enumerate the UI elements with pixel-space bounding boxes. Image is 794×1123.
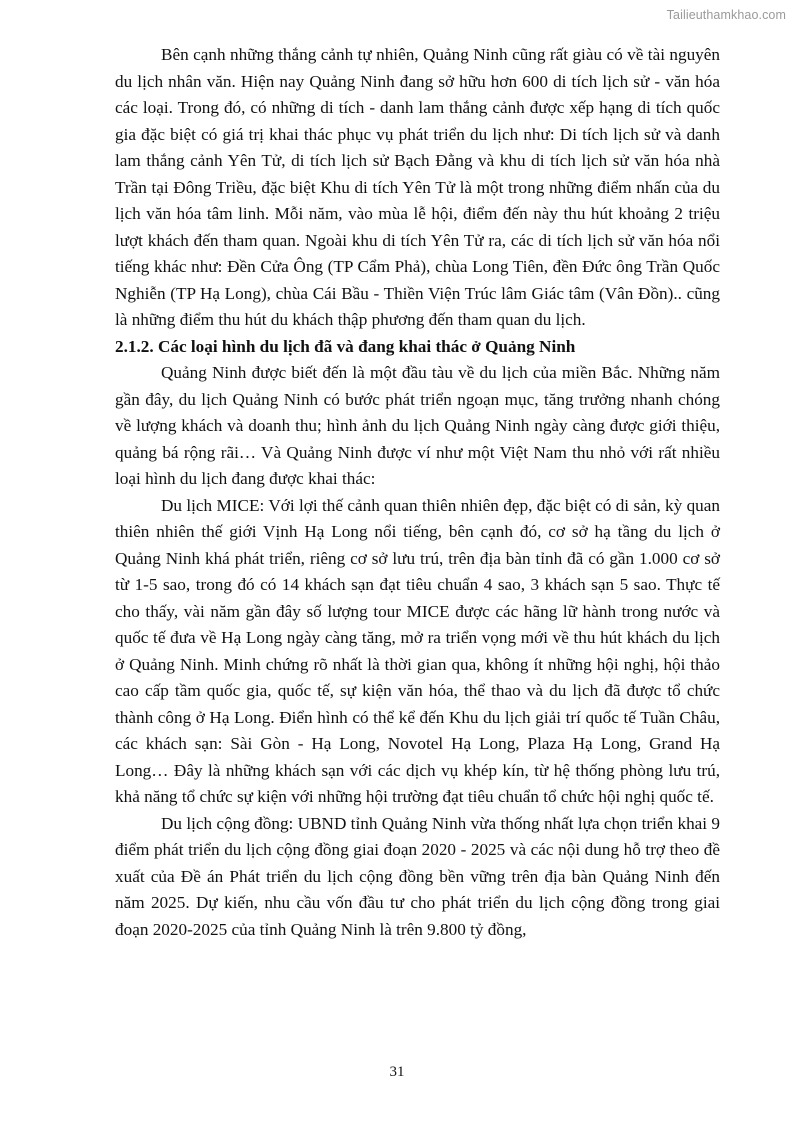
- paragraph-intro-tourism-types: Quảng Ninh được biết đến là một đầu tàu về du lịch của miền Bắc. Những năm gần đây, du lịch Quảng Ninh có bước phát triển ngoạn mục, tăng trưởng nhanh chóng về lượng khách và doanh thu; hình ảnh du lịch Quảng Ninh ngày càng được giới thiệu, quảng bá rộng rãi… Và Quảng Ninh được ví như một Việt Nam thu nhỏ với rất nhiều loại hình du lịch đang được khai thác:: [115, 363, 720, 488]
- section-heading: 2.1.2. Các loại hình du lịch đã và đang khai thác ở Quảng Ninh: [115, 336, 576, 356]
- watermark: Tailieuthamkhao.com: [666, 8, 786, 22]
- paragraph-cultural-resources: Bên cạnh những thắng cảnh tự nhiên, Quảng Ninh cũng rất giàu có về tài nguyên du lịch nhân văn. Hiện nay Quảng Ninh đang sở hữu hơn 600 di tích lịch sử - văn hóa các loại. Trong đó, có những di tích - danh lam thắng cảnh được xếp hạng di tích quốc gia đặc biệt có giá trị khai thác phục vụ phát triển du lịch như: Di tích lịch sử và danh lam thắng cảnh Yên Tử, di tích lịch sử Bạch Đằng và khu di tích lịch sử văn hóa nhà Trần tại Đông Triều, đặc biệt Khu di tích Yên Tử là một trong những điểm nhấn của du lịch văn hóa tâm linh. Mỗi năm, vào mùa lễ hội, điểm đến này thu hút khoảng 2 triệu lượt khách đến tham quan. Ngoài khu di tích Yên Tử ra, các di tích lịch sử văn hóa nổi tiếng khác như: Đền Cửa Ông (TP Cẩm Phả), chùa Long Tiên, đền Đức ông Trần Quốc Nghiễn (TP Hạ Long), chùa Cái Bầu - Thiền Viện Trúc lâm Giác tâm (Vân Đồn).. cũng là những điểm thu hút du khách thập phương đến tham quan du lịch.: [115, 45, 720, 329]
- paragraph-mice-tourism: Du lịch MICE: Với lợi thế cảnh quan thiên nhiên đẹp, đặc biệt có di sản, kỳ quan thiên nhiên thế giới Vịnh Hạ Long nổi tiếng, bên cạnh đó, cơ sở hạ tầng du lịch ở Quảng Ninh khá phát triển, riêng cơ sở lưu trú, trên địa bàn tỉnh đã có gần 1.000 cơ sở từ 1-5 sao, trong đó có 14 khách sạn đạt tiêu chuẩn 4 sao, 3 khách sạn 5 sao. Thực tế cho thấy, vài năm gần đây số lượng tour MICE được các hãng lữ hành trong nước và quốc tế đưa về Hạ Long ngày càng tăng, mở ra triển vọng mới về thu hút khách du lịch ở Quảng Ninh. Minh chứng rõ nhất là thời gian qua, không ít những hội nghị, hội thảo cao cấp tầm quốc gia, quốc tế, sự kiện văn hóa, thể thao và du lịch đã được tổ chức thành công ở Hạ Long. Điển hình có thể kể đến Khu du lịch giải trí quốc tế Tuần Châu, các khách sạn: Sài Gòn - Hạ Long, Novotel Hạ Long, Plaza Hạ Long, Grand Hạ Long… Đây là những khách sạn với các dịch vụ khép kín, từ hệ thống phòng lưu trú, khả năng tổ chức sự kiện với những hội trường đạt tiêu chuẩn tổ chức hội nghị quốc tế.: [115, 495, 720, 806]
- paragraph-community-tourism: Du lịch cộng đồng: UBND tỉnh Quảng Ninh vừa thống nhất lựa chọn triển khai 9 điểm phát triển du lịch cộng đồng giai đoạn 2020 - 2025 và các nội dung hỗ trợ theo đề xuất của Đề án Phát triển du lịch cộng đồng bền vững trên địa bàn Quảng Ninh đến năm 2025. Dự kiến, nhu cầu vốn đầu tư cho phát triển du lịch cộng đồng trong giai đoạn 2020-2025 của tỉnh Quảng Ninh là trên 9.800 tỷ đồng,: [115, 813, 720, 939]
- document-body: [115, 42, 720, 943]
- page-number: 31: [389, 1064, 405, 1080]
